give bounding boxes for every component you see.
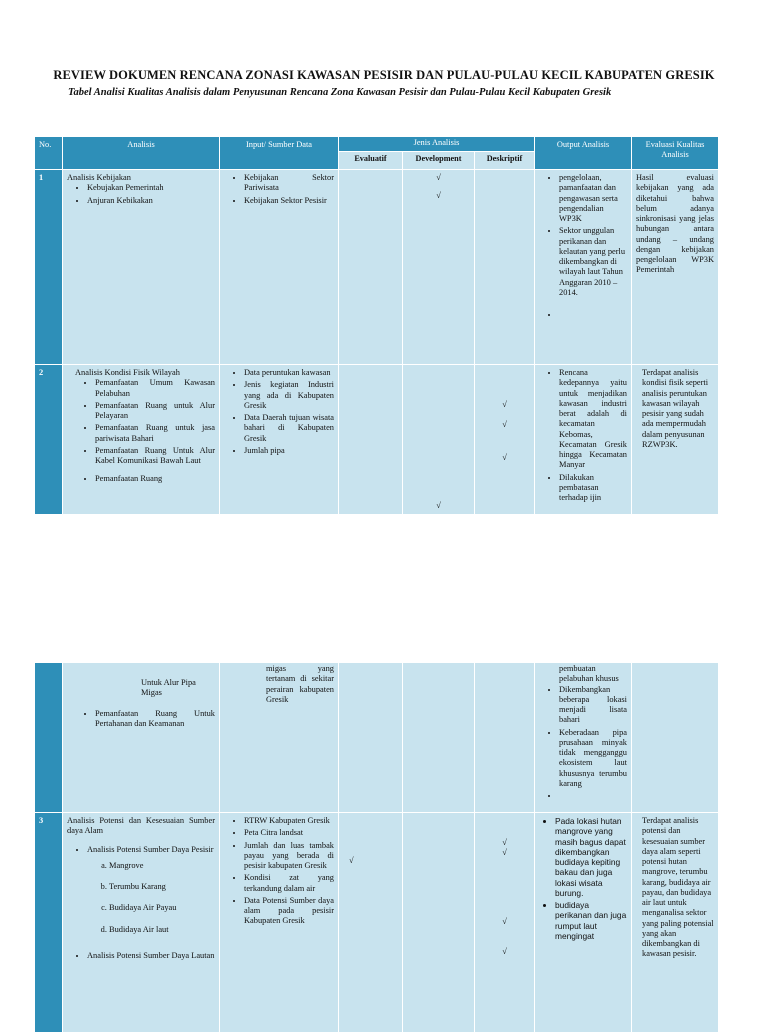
- analisis-list: [75, 378, 215, 484]
- check-mark: √: [436, 173, 441, 182]
- list-item: • Jumlah pipa: [244, 446, 334, 456]
- list-item: • Jenis kegiatan Industri yang ada di Kabupaten Gresik: [244, 380, 334, 411]
- output-list: [539, 685, 627, 802]
- development-cell: [403, 663, 475, 813]
- row-number: 2: [35, 365, 63, 515]
- evaluasi-cell: Terdapat analisis kondisi fisik seperti analisis peruntukan kawasan wilayah pesisir yang sudah ada mempermudah dalam penyusunan RZWP3K.: [632, 365, 719, 515]
- analisis-cell: [63, 170, 220, 365]
- analisis-cell: [63, 365, 220, 515]
- document-title: REVIEW DOKUMEN RENCANA ZONASI KAWASAN PESISIR DAN PULAU-PULAU KECIL KABUPATEN GRESIK: [53, 68, 715, 82]
- evaluasi-cell: [632, 663, 719, 813]
- evaluatif-cell: [339, 813, 403, 1033]
- list-item: • Sektor unggulan perikanan dan kelautan yang perlu dikembangkan di wilayah laut Tahun Anggaran 2010 – 2014.: [559, 226, 627, 298]
- list-item: • Keberadaan pipa prusahaan minyak tidak mengganggu ekosistem laut khususnya terumbu karang: [559, 728, 627, 790]
- list-item: • Pemanfaatan Umum Kawasan Pelabuhan: [95, 378, 215, 399]
- check-mark: √: [502, 420, 507, 430]
- list-item: • Data Daerah tujuan wisata bahari di Kabupaten Gresik: [244, 413, 334, 444]
- evaluasi-cell: Hasil evaluasi kebijakan yang ada diketahui bahwa belum adanya sinkronisasi yang jelas hubungan antara undang – undang dengan kebijakan pengelolaan WP3K Pemerintah: [632, 170, 719, 365]
- analisis-list: [75, 709, 215, 730]
- output-continued: pembuatan pelabuhan khusus: [559, 664, 619, 684]
- input-cell: migas yang tertanam di sekitar perairan kabupaten Gresik: [220, 663, 339, 813]
- header-evaluasi: Evaluasi Kualitas Analisis: [632, 137, 719, 170]
- check-mark: √: [502, 848, 507, 858]
- deskriptif-cell: [475, 663, 535, 813]
- deskriptif-cell: [475, 365, 535, 515]
- list-item: • Pemanfaatan Ruang: [95, 474, 215, 484]
- check-mark: √: [349, 856, 354, 865]
- list-item: • Pemanfaatan Ruang untuk Alur Pelayaran: [95, 401, 215, 422]
- list-item: • Kebijakan Sektor Pesisir: [244, 196, 334, 206]
- header-evaluatif: Evaluatif: [339, 152, 403, 170]
- list-item: • pengelolaan, pamanfaatan dan pengawasan serta pengendalian WP3K: [559, 173, 627, 224]
- list-item: • RTRW Kabupaten Gresik: [244, 816, 334, 826]
- evaluatif-cell: [339, 170, 403, 365]
- check-mark: √: [502, 946, 507, 956]
- input-cell: [220, 365, 339, 515]
- list-item: • Pemanfaatan Ruang Untuk Pertahanan dan Keamanan: [95, 709, 215, 730]
- table-row: [35, 365, 719, 515]
- input-list: [224, 368, 334, 456]
- list-item: • budidaya perikanan dan juga rumput laut mengingat: [555, 900, 627, 941]
- evaluatif-cell: [339, 663, 403, 813]
- deskriptif-cell: [475, 813, 535, 1033]
- row-number: 3: [35, 813, 63, 1033]
- analysis-table: [34, 136, 719, 515]
- deskriptif-cell: [475, 170, 535, 365]
- document-subtitle: Tabel Analisi Kualitas Analisis dalam Penyusunan Rencana Zona Kawasan Pesisir dan Pulau-Pulau Kecil Kabupaten Gresik: [68, 87, 612, 98]
- header-no: No.: [35, 137, 63, 170]
- analisis-sub-title: Analisis Potensi Sumber Daya Pesisir: [87, 844, 214, 854]
- header-output: Output Analisis: [535, 137, 632, 170]
- list-item: • Jumlah dan luas tambak payau yang berada di pesisir kabupaten Gresik: [244, 841, 334, 872]
- analisis-cell: [63, 813, 220, 1033]
- list-item: b. Terumbu Karang: [109, 882, 215, 892]
- output-list: [539, 816, 627, 941]
- list-item: c. Budidaya Air Payau: [109, 903, 215, 913]
- list-item: • Pemanfaatan Ruang untuk jasa pariwisata Bahari: [95, 423, 215, 444]
- list-item: [559, 310, 627, 320]
- list-item: • Pada lokasi hutan mangrove yang masih bagus dapat dikembangkan budidaya kepiting bakau dan juga lokasi wisata burung.: [555, 816, 627, 898]
- table-row: [35, 813, 719, 1033]
- analisis-list: [67, 183, 215, 206]
- development-cell: [403, 170, 475, 365]
- header-development: Development: [403, 152, 475, 170]
- evaluatif-cell: [339, 365, 403, 515]
- check-mark: √: [502, 916, 507, 926]
- table-row: [35, 663, 719, 813]
- list-item: • Anjuran Kebikakan: [87, 196, 215, 206]
- check-mark: √: [502, 838, 507, 847]
- list-item: [559, 791, 627, 801]
- analisis-title: Analisis Kebijakan: [67, 173, 131, 182]
- list-item: • Dilakukan pembatasan terhadap ijin: [559, 473, 627, 504]
- check-mark: √: [502, 452, 507, 462]
- list-item: • Kebujakan Pemerintah: [87, 183, 215, 193]
- list-item: • Rencana kedepannya yaitu untuk menjadikan kawasan industri berat adalah di kecamatan Kebomas, Kecamatan Gresik hingga Kecamatan Manyar: [559, 368, 627, 471]
- list-item: • Dikembangkan beberapa lokasi menjadi lisata bahari: [559, 685, 627, 726]
- output-cell: [535, 365, 632, 515]
- row-number: [35, 663, 63, 813]
- output-list: [539, 173, 627, 320]
- list-item: • Analisis Potensi Sumber Daya Lautan: [87, 951, 215, 961]
- list-item: [87, 845, 215, 935]
- analisis-cell: [63, 663, 220, 813]
- list-item: d. Budidaya Air laut: [109, 925, 215, 935]
- evaluasi-cell: Terdapat analisis potensi dan kesesuaian sumber daya alam seperti potensi hutan mangrove, terumbu karang, budidaya air payau, dan budidaya air laut untuk menganalisa sektor yang paling potensial yang akan dikembangkan di kawasan pesisir.: [632, 813, 719, 1033]
- check-mark: √: [436, 500, 441, 510]
- development-cell: [403, 365, 475, 515]
- list-item: • Peta Citra landsat: [244, 828, 334, 838]
- input-list: [224, 173, 334, 206]
- list-item: • Data Potensi Sumber daya alam pada pesisir Kabupaten Gresik: [244, 896, 334, 927]
- alpha-list: [87, 861, 215, 935]
- list-item: • Data peruntukan kawasan: [244, 368, 334, 378]
- input-cell: [220, 813, 339, 1033]
- analysis-table-continued: [34, 662, 719, 1033]
- list-item: • Kondisi zat yang terkandung dalam air: [244, 873, 334, 894]
- input-cell: [220, 170, 339, 365]
- table-row: [35, 170, 719, 365]
- check-mark: √: [502, 400, 507, 409]
- header-deskriptif: Deskriptif: [475, 152, 535, 170]
- analisis-continued: Untuk Alur Pipa Migas: [141, 678, 196, 698]
- list-item: • Pemanfaatan Ruang Untuk Alur Kabel Komunikasi Bawah Laut: [95, 446, 215, 467]
- input-list: [224, 816, 334, 927]
- header-input: Input/ Sumber Data: [220, 137, 339, 170]
- list-item: a. Mangrove: [109, 861, 215, 871]
- output-cell: [535, 663, 632, 813]
- analisis-list: [67, 845, 215, 962]
- output-list: [539, 368, 627, 503]
- development-cell: [403, 813, 475, 1033]
- output-cell: [535, 813, 632, 1033]
- analisis-title: Analisis Kondisi Fisik Wilayah: [75, 368, 180, 377]
- output-cell: [535, 170, 632, 365]
- check-mark: √: [436, 191, 441, 201]
- table-header-row: [35, 137, 719, 152]
- row-number: 1: [35, 170, 63, 365]
- analisis-title: Analisis Potensi dan Kesesuaian Sumber daya Alam: [67, 816, 215, 836]
- header-analisis: Analisis: [63, 137, 220, 170]
- list-item: • Kebijakan Sektor Pariwisata: [244, 173, 334, 194]
- header-jenis-analisis: Jenis Analisis: [339, 137, 535, 152]
